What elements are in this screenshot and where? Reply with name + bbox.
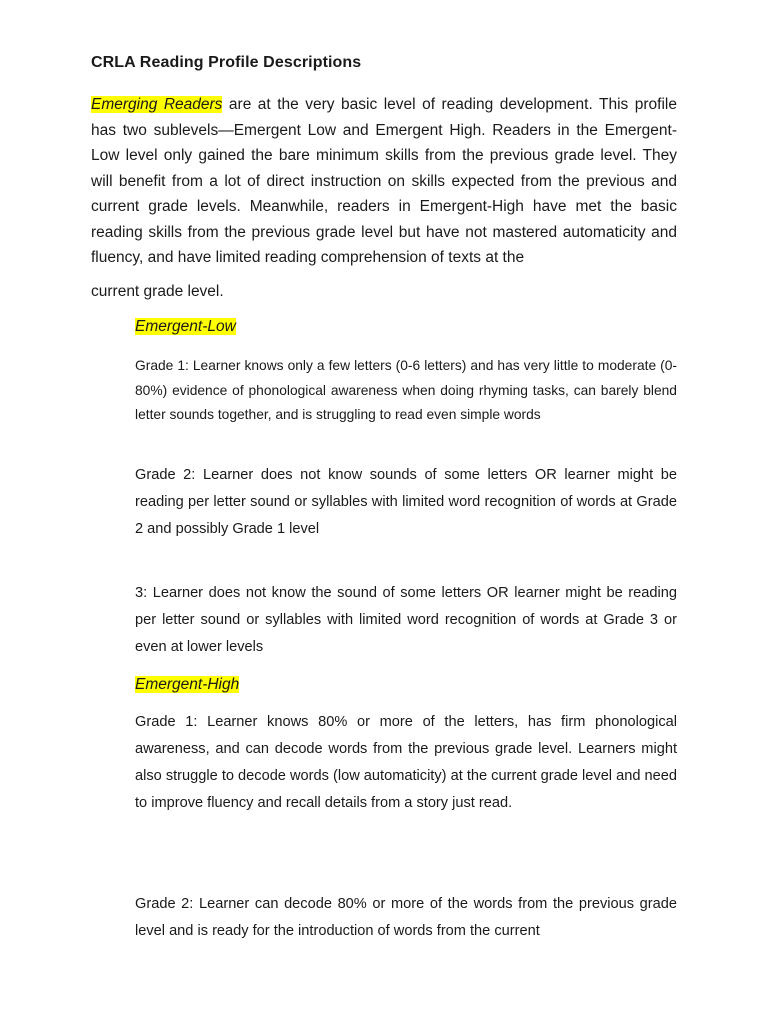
emergent-low-grade3: 3: Learner does not know the sound of some letters OR learner might be reading per letter sound or syllables with limited word recognition of words at Grade 3 or even at lower levels [135,585,677,655]
emergent-high-heading [135,676,239,694]
intro-paragraph [91,92,677,271]
document-title: CRLA Reading Profile Descriptions [91,54,362,71]
emergent-low-grade2: Grade 2: Learner does not know sounds of some letters OR learner might be reading per letter sound or syllables with limited word recognition of words at Grade 2 and possibly Grade 1 level [135,467,677,537]
emergent-low-heading [135,318,236,336]
emergent-low-grade1: Grade 1: Learner knows only a few letters (0-6 letters) and has very little to moderate (0-80%) evidence of phonological awareness when doing rhyming tasks, can barely blend letter sounds together, and is struggling to read even simple words [135,358,677,423]
intro-body: are at the very basic level of reading development. This profile has two sublevels—Emergent Low and Emergent High. Readers in the Emergent-Low level only gained the bare minimum skills from the previous grade level. They will benefit from a lot of direct instruction on skills expected from the previous and current grade levels. Meanwhile, readers in Emergent-High have met the basic reading skills from the previous grade level but have not mastered automaticity and fluency, and have limited reading comprehension of texts at the [91,96,677,266]
emergent-high-highlight: Emergent-High [135,676,240,693]
emergent-low-highlight: Emergent-Low [135,318,236,335]
emergent-high-grade1: Grade 1: Learner knows 80% or more of the letters, has firm phonological awareness, and can decode words from the previous grade level. Learners might also struggle to decode words (low automaticity) at the current grade level and need to improve fluency and recall details from a story just read. [135,714,677,811]
intro-last-line: current grade level. [91,283,224,300]
emerging-readers-highlight: Emerging Readers [91,96,223,113]
emergent-high-grade2: Grade 2: Learner can decode 80% or more of the words from the previous grade level and is ready for the introduction of words from the current [135,896,677,939]
